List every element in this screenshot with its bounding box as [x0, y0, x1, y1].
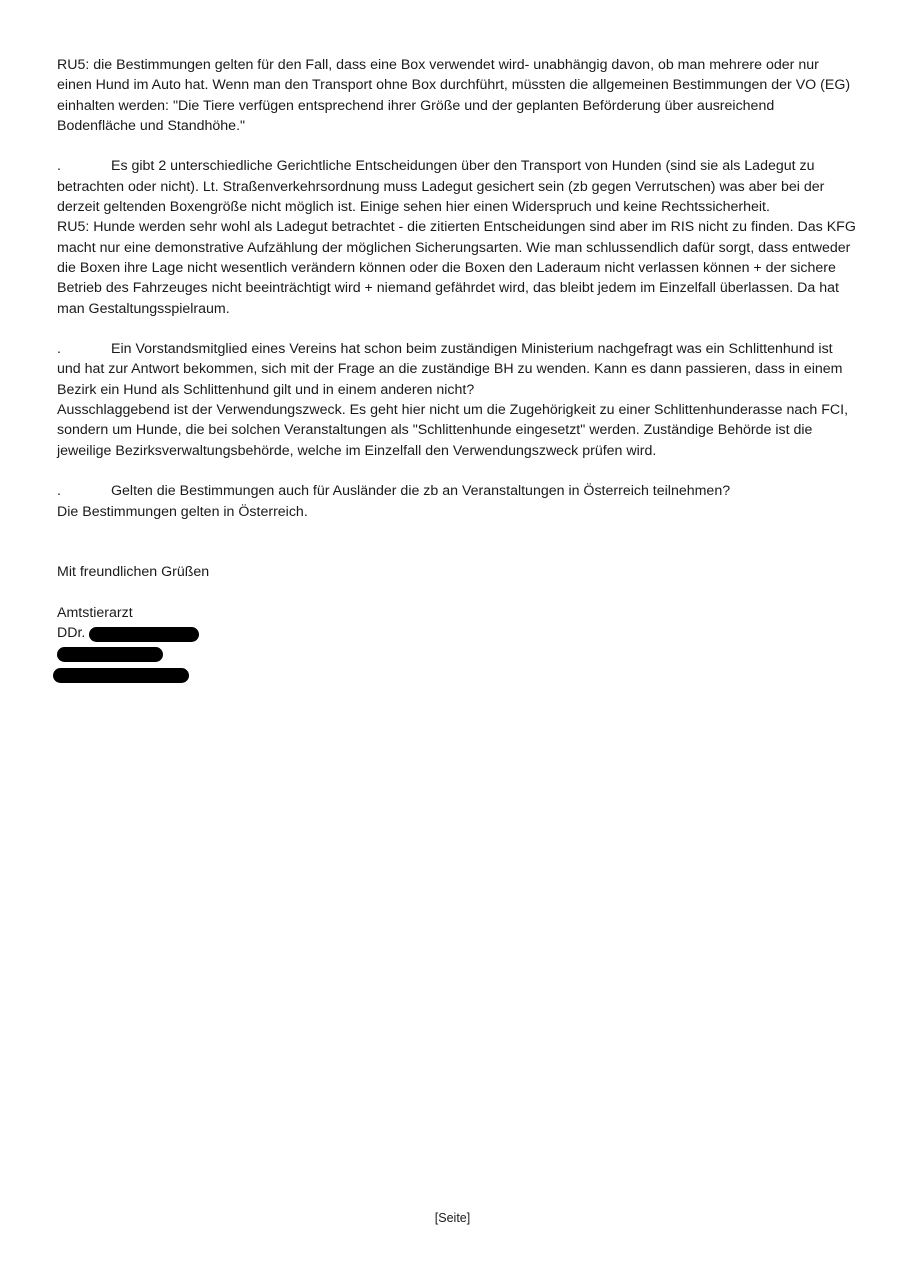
bullet-marker: .: [57, 341, 61, 358]
spacer: [57, 522, 857, 563]
answer-paragraph-3: Ausschlaggebend ist der Verwendungszweck. Es geht hier nicht um die Zugehörigkeit zu einer Schlittenhunderasse nach FCI, sondern um Hunde, die bei solchen Veranstaltungen als "Schlittenhunde eingesetzt" werden. Zuständige Behörde ist die jeweilige Bezirksverwaltungsbehörde, welche im Einzelfall den Verwendungszweck prüfen wird.: [57, 402, 849, 459]
answer-paragraph-1: RU5: die Bestimmungen gelten für den Fall, dass eine Box verwendet wird- unabhängig davon, ob man mehrere oder nur einen Hund im Auto hat. Wenn man den Transport ohne Box durchführt, müssten die allgemeinen Bestimmungen der VO (EG) einhalten werden: "Die Tiere verfügen entsprechend ihrer Größe und der geplanten Beförderung über ausreichend Bodenfläche und Standhöhe.": [57, 57, 851, 134]
question-paragraph-2: [57, 156, 857, 217]
question-text-4: Gelten die Bestimmungen auch für Ausländer die zb an Veranstaltungen in Österreich teilnehmen?: [111, 483, 731, 500]
closing-greeting: Mit freundlichen Grüßen: [57, 564, 210, 581]
question-paragraph-4: [57, 481, 857, 501]
redaction-bar: [57, 647, 163, 662]
question-paragraph-3: [57, 339, 857, 400]
page-number-label: [Seite]: [434, 1211, 471, 1225]
signature-title-prefix: DDr.: [57, 625, 86, 642]
signature-role: Amtstierarzt: [57, 605, 133, 622]
answer-paragraph-4: Die Bestimmungen gelten in Österreich.: [57, 503, 308, 520]
answer-paragraph-2: RU5: Hunde werden sehr wohl als Ladegut betrachtet - die zitierten Entscheidungen sind aber im RIS nicht zu finden. Das KFG macht nur eine demonstrative Aufzählung der möglichen Sicherungsarten. Wie man schlussendlich dafür sorgt, dass entweder die Boxen ihre Lage nicht wesentlich verändern können oder die Boxen den Laderaum nicht verlassen können + der sichere Betrieb des Fahrzeuges nicht beeinträchtigt wird + niemand gefährdet wird, das bleibt jedem im Einzelfall überlassen. Da hat man Gestaltungsspielraum.: [57, 219, 856, 317]
signature-name-line: [57, 623, 857, 643]
question-text-3: Ein Vorstandsmitglied eines Vereins hat schon beim zuständigen Ministerium nachgefragt was ein Schlittenhund ist und hat zur Antwort bekommen, sich mit der Frage an die zuständige BH zu wenden. Kann es dann passieren, dass in einem Bezirk ein Hund als Schlittenhund gilt und in einem anderen nicht?: [57, 341, 843, 398]
page-footer: [0, 1210, 905, 1226]
bullet-marker: .: [57, 483, 61, 500]
redaction-bar: [89, 627, 199, 642]
bullet-marker: .: [57, 158, 61, 175]
signature-redacted-line-2: [57, 644, 857, 664]
redaction-bar: [53, 668, 189, 683]
signature-redacted-line-3: [57, 664, 857, 684]
letter-body: [57, 55, 857, 684]
question-text-2: Es gibt 2 unterschiedliche Gerichtliche Entscheidungen über den Transport von Hunden (sind sie als Ladegut zu betrachten oder nicht). Lt. Straßenverkehrsordnung muss Ladegut gesichert sein (zb gegen Verrutschen) was aber bei der derzeit geltenden Boxengröße nicht möglich ist. Einige sehen hier einen Widerspruch und keine Rechtssicherheit.: [57, 158, 825, 216]
